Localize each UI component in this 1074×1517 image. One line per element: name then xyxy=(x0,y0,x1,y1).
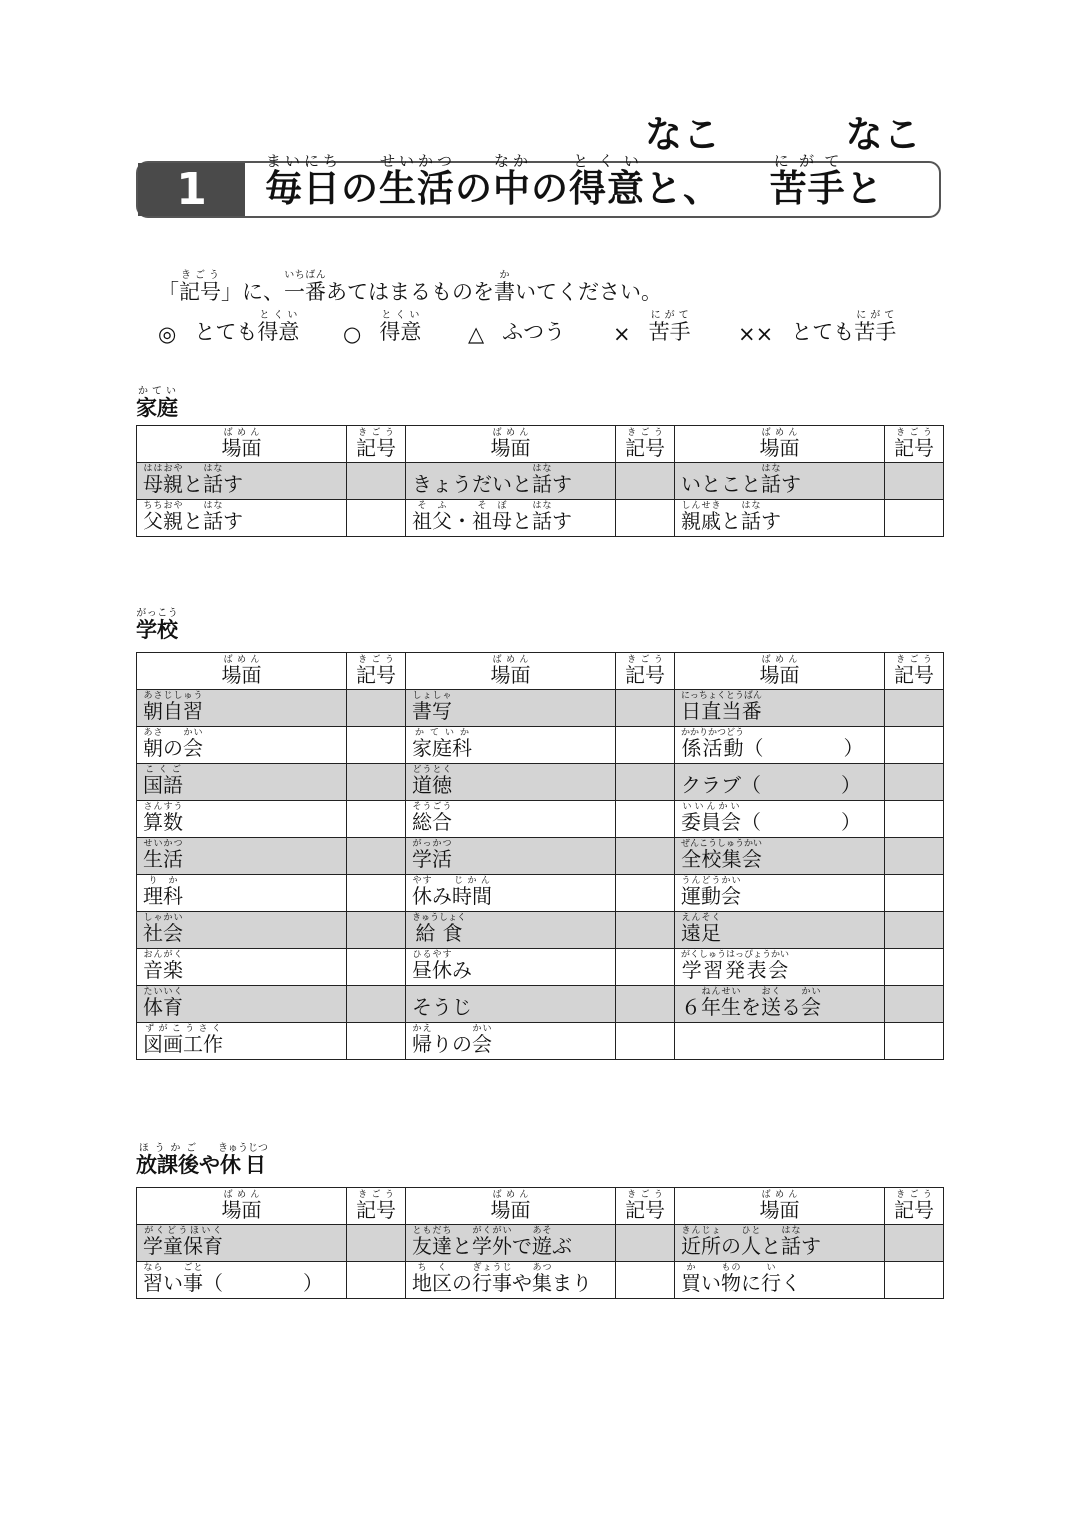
header-scene: 場面ばめん xyxy=(406,653,616,690)
mark-input-cell[interactable] xyxy=(616,500,675,537)
scene-cell: ６年生ねんせいを送おくる会かい xyxy=(675,986,885,1023)
header-scene: 場面ばめん xyxy=(675,1188,885,1225)
mark-input-cell[interactable] xyxy=(347,1023,406,1060)
mark-input-cell[interactable] xyxy=(347,1225,406,1262)
header-mark: 記号きごう xyxy=(616,426,675,463)
legend xyxy=(158,310,896,346)
scene-cell: 算数さんすう xyxy=(137,801,347,838)
scene-cell: 地区ちくの行事ぎょうじや集あつまり xyxy=(406,1262,616,1299)
mark-input-cell[interactable] xyxy=(885,1262,944,1299)
scene-cell: 近所きんじょの人ひとと話はなす xyxy=(675,1225,885,1262)
mark-input-cell[interactable] xyxy=(885,690,944,727)
scene-cell: 書写しょしゃ xyxy=(406,690,616,727)
header-scene: 場面ばめん xyxy=(675,426,885,463)
scene-cell: 家庭科かていか xyxy=(406,727,616,764)
section-title-home: 家庭かてい xyxy=(136,386,178,420)
scene-cell: 生活せいかつ xyxy=(137,838,347,875)
scene-cell: 帰かえりの会かい xyxy=(406,1023,616,1060)
scene-cell: 道徳どうとく xyxy=(406,764,616,801)
table-row xyxy=(137,912,944,949)
table-row xyxy=(137,690,944,727)
mark-input-cell[interactable] xyxy=(347,801,406,838)
mark-input-cell[interactable] xyxy=(885,500,944,537)
table-row xyxy=(137,801,944,838)
scene-cell: 図画工作ずがこうさく xyxy=(137,1023,347,1060)
scene-cell: 買かい物ものに行いく xyxy=(675,1262,885,1299)
header-mark: 記号きごう xyxy=(885,1188,944,1225)
table-row xyxy=(137,875,944,912)
scene-cell: 委員会いいんかい（ ） xyxy=(675,801,885,838)
section-number: 1 xyxy=(138,163,245,216)
scene-cell: 係活動かかりかつどう（ ） xyxy=(675,727,885,764)
legend-symbol: △ xyxy=(468,322,485,346)
header-scene: 場面ばめん xyxy=(137,426,347,463)
mark-input-cell[interactable] xyxy=(347,875,406,912)
section-title-afterschool: 放課後ほうかごや休日きゅうじつ xyxy=(136,1143,268,1177)
table-row xyxy=(137,764,944,801)
mark-input-cell[interactable] xyxy=(347,690,406,727)
scene-cell: 総合そうごう xyxy=(406,801,616,838)
mark-input-cell[interactable] xyxy=(616,727,675,764)
mark-input-cell[interactable] xyxy=(616,1023,675,1060)
section-title-school: 学校がっこう xyxy=(136,608,178,642)
mark-input-cell[interactable] xyxy=(347,1262,406,1299)
scene-cell: 習ならい事ごと（ ） xyxy=(137,1262,347,1299)
mark-input-cell[interactable] xyxy=(347,949,406,986)
scene-cell: 朝あさの会かい xyxy=(137,727,347,764)
scene-cell: 母親ははおやと話はなす xyxy=(137,463,347,500)
page-header xyxy=(136,113,941,218)
legend-symbol: × xyxy=(613,322,631,346)
header-scene: 場面ばめん xyxy=(137,653,347,690)
legend-label: とても得意とくい xyxy=(194,310,300,344)
header-mark: 記号きごう xyxy=(616,653,675,690)
table-row xyxy=(137,949,944,986)
mark-input-cell[interactable] xyxy=(347,463,406,500)
mark-input-cell[interactable] xyxy=(347,764,406,801)
mark-input-cell[interactable] xyxy=(885,1023,944,1060)
mark-input-cell[interactable] xyxy=(885,986,944,1023)
legend-symbol: ◎ xyxy=(158,322,177,346)
mark-input-cell[interactable] xyxy=(347,500,406,537)
scene-cell xyxy=(675,1023,885,1060)
legend-symbol: ○ xyxy=(343,322,362,346)
mark-input-cell[interactable] xyxy=(885,801,944,838)
table-row xyxy=(137,1225,944,1262)
scene-cell: 昼休ひるやすみ xyxy=(406,949,616,986)
scene-cell: いとこと話はなす xyxy=(675,463,885,500)
scene-cell: 日直当番にっちょくとうばん xyxy=(675,690,885,727)
table-school xyxy=(136,652,944,1060)
mark-input-cell[interactable] xyxy=(885,1225,944,1262)
scene-cell: クラブ（ ） xyxy=(675,764,885,801)
scene-cell: 学習発表会がくしゅうはっぴょうかい xyxy=(675,949,885,986)
scene-cell: 運動会うんどうかい xyxy=(675,875,885,912)
mark-input-cell[interactable] xyxy=(616,949,675,986)
mark-input-cell[interactable] xyxy=(616,838,675,875)
header-mark: 記号きごう xyxy=(885,426,944,463)
header-scene: 場面ばめん xyxy=(406,426,616,463)
mark-input-cell[interactable] xyxy=(616,986,675,1023)
scene-cell: 社会しゃかい xyxy=(137,912,347,949)
legend-average xyxy=(468,310,613,346)
header-mark: 記号きごう xyxy=(616,1188,675,1225)
legend-label: とても苦手にがて xyxy=(791,310,897,344)
header-mark: 記号きごう xyxy=(347,426,406,463)
mark-input-cell[interactable] xyxy=(885,912,944,949)
mark-input-cell[interactable] xyxy=(885,463,944,500)
scene-cell: 父親ちちおやと話はなす xyxy=(137,500,347,537)
mark-input-cell[interactable] xyxy=(616,875,675,912)
mark-input-cell[interactable] xyxy=(616,1225,675,1262)
legend-very-good xyxy=(158,310,343,346)
table-row xyxy=(137,500,944,537)
scene-cell: 国語こくご xyxy=(137,764,347,801)
table-row xyxy=(137,1023,944,1060)
scene-cell: きょうだいと話はなす xyxy=(406,463,616,500)
scene-cell: 理科りか xyxy=(137,875,347,912)
scene-cell: 友達ともだちと学外がくがいで遊あそぶ xyxy=(406,1225,616,1262)
page-title: 毎日まいにち の 生活せいかつ の 中なか の 得意とくい なこと、 苦手にがて なこと xyxy=(265,113,922,210)
mark-input-cell[interactable] xyxy=(616,801,675,838)
legend-good xyxy=(343,310,468,346)
scene-cell: 祖父そふ・祖母そぼと話はなす xyxy=(406,500,616,537)
table-row xyxy=(137,1262,944,1299)
mark-input-cell[interactable] xyxy=(885,727,944,764)
table-row xyxy=(137,838,944,875)
scene-cell: 全校集会ぜんこうしゅうかい xyxy=(675,838,885,875)
scene-cell: 音楽おんがく xyxy=(137,949,347,986)
mark-input-cell[interactable] xyxy=(885,764,944,801)
table-afterschool xyxy=(136,1187,944,1299)
legend-label: 得意とくい xyxy=(379,310,422,344)
mark-input-cell[interactable] xyxy=(347,986,406,1023)
header-scene: 場面ばめん xyxy=(137,1188,347,1225)
scene-cell: 朝自習あさじしゅう xyxy=(137,690,347,727)
legend-label: ふつう xyxy=(502,320,566,344)
mark-input-cell[interactable] xyxy=(885,838,944,875)
scene-cell: 給食きゅうしょく xyxy=(406,912,616,949)
table-row xyxy=(137,463,944,500)
legend-very-poor xyxy=(738,310,896,346)
legend-label: 苦手にがて xyxy=(648,310,691,344)
header-scene: 場面ばめん xyxy=(406,1188,616,1225)
header-mark: 記号きごう xyxy=(347,653,406,690)
scene-cell: 親戚しんせきと話はなす xyxy=(675,500,885,537)
mark-input-cell[interactable] xyxy=(347,912,406,949)
scene-cell: 休やすみ時間じかん xyxy=(406,875,616,912)
legend-poor xyxy=(613,310,738,346)
table-home xyxy=(136,425,944,537)
mark-input-cell[interactable] xyxy=(616,764,675,801)
table-row xyxy=(137,727,944,764)
header-mark: 記号きごう xyxy=(885,653,944,690)
scene-cell: 遠足えんそく xyxy=(675,912,885,949)
scene-cell: 学活がっかつ xyxy=(406,838,616,875)
instruction-text: 「記号きごう」に、一番いちばんあてはまるものを書かいてください。 xyxy=(158,270,662,304)
table-row xyxy=(137,986,944,1023)
mark-input-cell[interactable] xyxy=(616,690,675,727)
mark-input-cell[interactable] xyxy=(347,727,406,764)
mark-input-cell[interactable] xyxy=(885,949,944,986)
header-scene: 場面ばめん xyxy=(675,653,885,690)
mark-input-cell[interactable] xyxy=(347,838,406,875)
scene-cell: そうじ xyxy=(406,986,616,1023)
scene-cell: 体育たいいく xyxy=(137,986,347,1023)
mark-input-cell[interactable] xyxy=(616,912,675,949)
mark-input-cell[interactable] xyxy=(885,875,944,912)
mark-input-cell[interactable] xyxy=(616,1262,675,1299)
legend-symbol: ×× xyxy=(738,322,774,346)
scene-cell: 学童保育がくどうほいく xyxy=(137,1225,347,1262)
header-mark: 記号きごう xyxy=(347,1188,406,1225)
mark-input-cell[interactable] xyxy=(616,463,675,500)
